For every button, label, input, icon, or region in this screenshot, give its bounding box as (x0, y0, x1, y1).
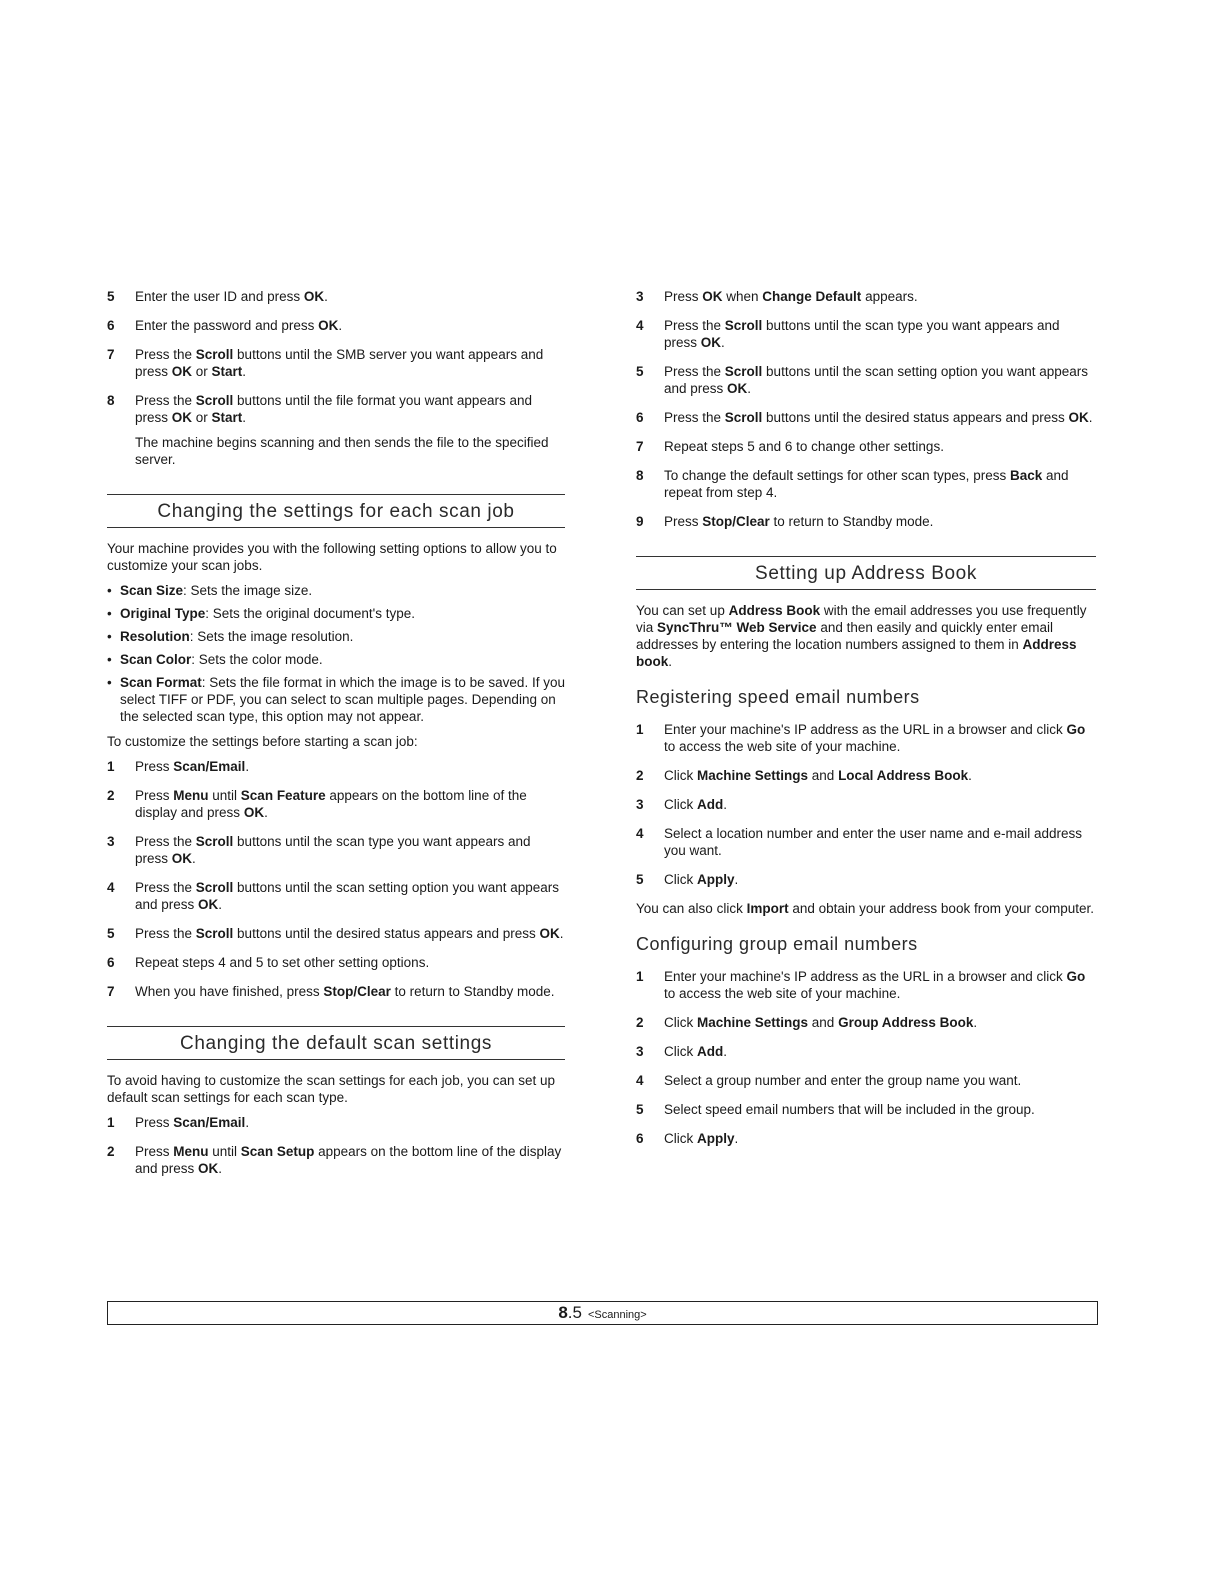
step-number: 2 (107, 788, 115, 803)
step-item (636, 825, 1096, 859)
section-intro: Your machine provides you with the following setting options to allow you to customize your scan jobs. (107, 541, 557, 573)
step-text: Click Machine Settings and Local Address Book. (664, 768, 972, 783)
step-list (107, 1114, 565, 1177)
option-description: : Sets the file format in which the image is to be saved. If you select TIFF or PDF, you can select to scan multiple pages. Depending on the selected scan type, this option may not appear. (120, 675, 565, 724)
step-text: Press the Scroll buttons until the file format you want appears and press OK or Start. (135, 393, 532, 425)
option-description: : Sets the color mode. (191, 652, 323, 667)
bold-term: Scroll (195, 926, 234, 941)
step-number: 7 (636, 439, 644, 454)
bold-term: Scan/Email (173, 759, 246, 774)
step-text: Enter the password and press OK. (135, 318, 343, 333)
step-number: 3 (636, 1044, 644, 1059)
step-number: 5 (636, 1102, 644, 1117)
option-description: : Sets the original document's type. (205, 606, 415, 621)
bold-term: OK (318, 318, 339, 333)
bold-term: Apply (697, 872, 735, 887)
step-number: 6 (636, 410, 644, 425)
bold-term: Machine Settings (697, 1015, 809, 1030)
step-number: 2 (107, 1144, 115, 1159)
step-item (636, 363, 1096, 397)
bold-term: Scan Setup (240, 1144, 315, 1159)
step-item (107, 392, 565, 468)
step-text: Click Apply. (664, 1131, 739, 1146)
section-intro: You can set up Address Book with the email addresses you use frequently via SyncThru™ Web Service and then easily and quickly enter email addresses by entering the location numbers assigned to them in Address book. (636, 603, 1087, 669)
option-item (107, 674, 565, 725)
option-list (107, 582, 565, 725)
bullet-icon: • (107, 652, 112, 667)
section-heading: Changing the default scan settings (107, 1026, 565, 1060)
page-footer (107, 1301, 1098, 1325)
step-text: Press Stop/Clear to return to Standby mode. (664, 514, 934, 529)
step-item (107, 787, 565, 821)
bold-term: Menu (173, 1144, 209, 1159)
step-number: 1 (636, 722, 644, 737)
bold-term: Scroll (195, 393, 234, 408)
bold-term: Scroll (724, 318, 763, 333)
bold-term: OK (198, 897, 219, 912)
step-number: 1 (107, 759, 115, 774)
bold-term: Start (211, 364, 243, 379)
bold-term: Address Book (728, 603, 821, 618)
step-item (107, 1114, 565, 1131)
step-list (636, 721, 1096, 888)
step-item (636, 438, 1096, 455)
step-item (107, 317, 565, 334)
step-item (107, 288, 565, 305)
section-lead: To customize the settings before starting a scan job: (107, 734, 418, 749)
step-number: 1 (107, 1115, 115, 1130)
bold-term: Go (1066, 722, 1086, 737)
bold-term: Back (1009, 468, 1043, 483)
bold-term: Add (697, 797, 724, 812)
chapter-number: 8 (558, 1303, 568, 1322)
step-number: 7 (107, 347, 115, 362)
option-label: Scan Format (120, 675, 202, 690)
step-text: Press the Scroll buttons until the desired status appears and press OK. (664, 410, 1093, 425)
step-number: 3 (636, 289, 644, 304)
step-number: 2 (636, 768, 644, 783)
option-item (107, 628, 565, 645)
step-number: 4 (636, 826, 644, 841)
option-item (107, 582, 565, 599)
bullet-icon: • (107, 583, 112, 598)
step-item (107, 758, 565, 775)
step-item (636, 721, 1096, 755)
step-number: 5 (107, 289, 115, 304)
step-text: Press the Scroll buttons until the scan type you want appears and press OK. (664, 318, 1060, 350)
step-text: Select speed email numbers that will be included in the group. (664, 1102, 1035, 1117)
step-text: Press Scan/Email. (135, 1115, 250, 1130)
step-number: 6 (636, 1131, 644, 1146)
bold-term: OK (303, 289, 325, 304)
page-suffix: .5 (567, 1303, 582, 1322)
bullet-icon: • (107, 629, 112, 644)
bold-term: Local Address Book (838, 768, 969, 783)
bold-term: Group Address Book (838, 1015, 974, 1030)
step-text: Press the Scroll buttons until the SMB server you want appears and press OK or Start. (135, 347, 544, 379)
step-number: 3 (107, 834, 115, 849)
step-number: 3 (636, 797, 644, 812)
right-column (636, 288, 1096, 1159)
step-text: Enter the user ID and press OK. (135, 289, 328, 304)
bold-term: Scroll (724, 410, 763, 425)
bold-term: Scroll (724, 364, 763, 379)
step-item (107, 983, 565, 1000)
step-text: Enter your machine's IP address as the URL in a browser and click Go to access the web site of your machine. (664, 969, 1086, 1001)
step-item (636, 1130, 1096, 1147)
bullet-icon: • (107, 675, 112, 690)
subsection-heading: Registering speed email numbers (636, 687, 920, 707)
step-item (107, 1143, 565, 1177)
step-text: Press Menu until Scan Setup appears on the bottom line of the display and press OK. (135, 1144, 562, 1176)
step-list (107, 288, 565, 468)
step-item (107, 925, 565, 942)
bold-term: Stop/Clear (702, 514, 770, 529)
bold-term: Address book (636, 637, 1077, 669)
step-item (636, 1014, 1096, 1031)
step-list (636, 288, 1096, 530)
step-text: Press Scan/Email. (135, 759, 250, 774)
bullet-icon: • (107, 606, 112, 621)
bold-term: Scroll (195, 834, 234, 849)
bold-term: OK (1068, 410, 1089, 425)
step-list (107, 758, 565, 1000)
step-text: When you have finished, press Stop/Clear to return to Standby mode. (135, 984, 555, 999)
step-number: 5 (636, 872, 644, 887)
step-list (636, 968, 1096, 1147)
option-description: : Sets the image resolution. (189, 629, 354, 644)
bold-term: Go (1066, 969, 1086, 984)
step-item (636, 317, 1096, 351)
step-text: Repeat steps 5 and 6 to change other settings. (664, 439, 944, 454)
step-item (636, 767, 1096, 784)
step-number: 9 (636, 514, 644, 529)
step-item (636, 409, 1096, 426)
bold-term: OK (171, 410, 193, 425)
step-text: Click Add. (664, 797, 728, 812)
step-item (636, 513, 1096, 530)
step-text: Press Menu until Scan Feature appears on the bottom line of the display and press OK. (135, 788, 527, 820)
bold-term: Apply (697, 1131, 735, 1146)
bold-term: OK (198, 1161, 219, 1176)
subsection-outro: You can also click Import and obtain your address book from your computer. (636, 901, 1094, 916)
step-number: 4 (107, 880, 115, 895)
chapter-label: <Scanning> (587, 1309, 647, 1321)
step-text: Press the Scroll buttons until the scan setting option you want appears and press OK. (664, 364, 1089, 396)
step-note: The machine begins scanning and then sends the file to the specified server. (135, 435, 549, 467)
bold-term: Menu (173, 788, 209, 803)
step-text: Click Apply. (664, 872, 739, 887)
bold-term: Start (211, 410, 243, 425)
bold-term: OK (539, 926, 560, 941)
option-label: Resolution (120, 629, 190, 644)
subsection-heading: Configuring group email numbers (636, 934, 918, 954)
step-item (636, 1072, 1096, 1089)
bold-term: Scan/Email (173, 1115, 246, 1130)
page-number (558, 1303, 582, 1322)
step-number: 6 (107, 318, 115, 333)
step-text: To change the default settings for other scan types, press Back and repeat from step 4. (664, 468, 1069, 500)
step-number: 1 (636, 969, 644, 984)
step-text: Click Machine Settings and Group Address Book. (664, 1015, 978, 1030)
bold-term: Import (746, 901, 789, 916)
bold-term: OK (243, 805, 265, 820)
step-text: Select a location number and enter the user name and e-mail address you want. (664, 826, 1082, 858)
step-text: Press the Scroll buttons until the desired status appears and press OK. (135, 926, 564, 941)
step-item (107, 833, 565, 867)
step-number: 7 (107, 984, 115, 999)
step-text: Press the Scroll buttons until the scan type you want appears and press OK. (135, 834, 531, 866)
step-text: Press OK when Change Default appears. (664, 289, 918, 304)
bold-term: Change Default (762, 289, 862, 304)
section-heading: Setting up Address Book (636, 556, 1096, 590)
option-label: Scan Size (120, 583, 184, 598)
step-text: Select a group number and enter the group name you want. (664, 1073, 1022, 1088)
section-intro: To avoid having to customize the scan settings for each job, you can set up default scan settings for each scan type. (107, 1073, 556, 1105)
option-label: Scan Color (120, 652, 192, 667)
option-label: Original Type (120, 606, 206, 621)
step-number: 5 (636, 364, 644, 379)
left-column (107, 288, 565, 1189)
bold-term: OK (171, 851, 193, 866)
step-item (107, 954, 565, 971)
bold-term: Stop/Clear (323, 984, 391, 999)
bold-term: SyncThru™ Web Service (657, 620, 817, 635)
step-text: Repeat steps 4 and 5 to set other setting options. (135, 955, 430, 970)
bold-term: Scroll (195, 880, 234, 895)
bold-term: Add (697, 1044, 724, 1059)
step-number: 4 (636, 1073, 644, 1088)
step-number: 2 (636, 1015, 644, 1030)
step-number: 6 (107, 955, 115, 970)
section-heading: Changing the settings for each scan job (107, 494, 565, 528)
step-number: 8 (107, 393, 115, 408)
step-item (636, 871, 1096, 888)
step-number: 5 (107, 926, 115, 941)
bold-term: OK (171, 364, 193, 379)
step-number: 8 (636, 468, 644, 483)
bold-term: OK (700, 335, 722, 350)
bold-term: OK (727, 381, 748, 396)
bold-term: OK (702, 289, 723, 304)
step-text: Press the Scroll buttons until the scan setting option you want appears and press OK. (135, 880, 560, 912)
step-item (636, 796, 1096, 813)
step-text: Enter your machine's IP address as the URL in a browser and click Go to access the web site of your machine. (664, 722, 1086, 754)
step-item (636, 288, 1096, 305)
step-item (107, 879, 565, 913)
option-item (107, 651, 565, 668)
step-item (636, 968, 1096, 1002)
bold-term: Scroll (195, 347, 234, 362)
step-text: Click Add. (664, 1044, 728, 1059)
bold-term: Machine Settings (697, 768, 809, 783)
step-item (636, 1101, 1096, 1118)
option-item (107, 605, 565, 622)
step-item (636, 1043, 1096, 1060)
step-number: 4 (636, 318, 644, 333)
step-item (107, 346, 565, 380)
step-item (636, 467, 1096, 501)
option-description: : Sets the image size. (183, 583, 313, 598)
bold-term: Scan Feature (240, 788, 326, 803)
